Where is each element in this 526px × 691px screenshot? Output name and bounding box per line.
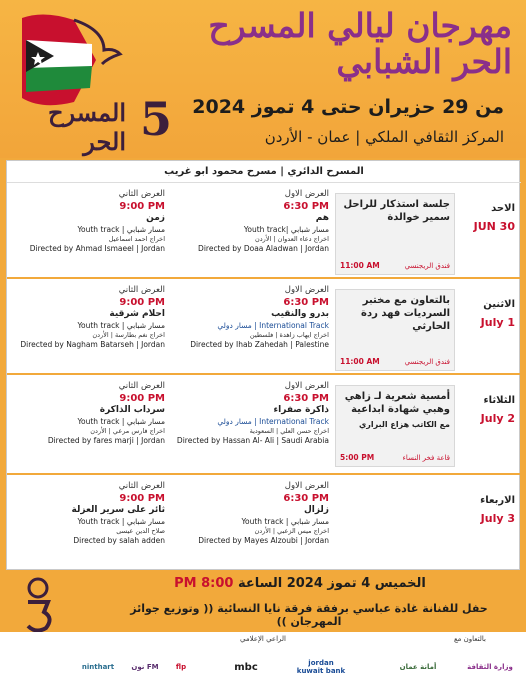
logo-text: المسرح الحر	[48, 98, 126, 156]
show-name: سرداب الذاكرة	[99, 405, 165, 415]
event-title: بالتعاون مع مختبر السرديات فهد ردة الحارثي	[361, 295, 450, 332]
show-director: Directed by Doaa Aladwan | Jordan	[198, 244, 329, 253]
event-time: 11:00 AM	[340, 357, 380, 366]
schedule-title: المسرح الدائري | مسرح محمود ابو غريب	[7, 161, 521, 183]
show-time: 9:00 PM	[119, 297, 165, 308]
show-credit: اخراج حسن العلي | السعودية	[249, 427, 329, 435]
show-time: 6:30 PM	[283, 201, 329, 212]
event-time: 5:00 PM	[340, 453, 375, 462]
day-date: July 3	[480, 512, 515, 525]
row-divider	[7, 473, 521, 475]
show-track: Youth track| مسار شبابي	[243, 225, 329, 234]
day-label	[457, 377, 521, 475]
event-extra: مع الكاتب هزاع البراري	[358, 420, 450, 429]
first-show	[169, 285, 329, 369]
event-place: فندق الريجنسي	[404, 262, 450, 270]
show-label: العرض الثاني	[118, 381, 165, 391]
day-row	[7, 477, 521, 569]
day-name: الاربعاء	[480, 495, 515, 506]
sponsor-logo: ninthart	[81, 663, 115, 671]
event-title: أمسية شعرية لـ زاهي وهبي شهادة ابداعية	[344, 391, 450, 415]
first-show	[169, 481, 329, 565]
show-name: زلزال	[303, 505, 329, 515]
closing-concert: حفل للفنانة غادة عباسي برفقة فرقة نايا النسائية (( وتوزيع جوائز المهرجان ))	[130, 602, 488, 628]
show-label: العرض الاول	[284, 189, 329, 199]
sponsor-logo: mbc	[234, 661, 258, 673]
show-time: 9:00 PM	[119, 201, 165, 212]
logo-number: 5	[140, 92, 173, 146]
side-event	[335, 385, 455, 467]
partners-label: بالتعاون مع	[453, 635, 486, 643]
show-director: Directed by fares marji | Jordan	[47, 436, 165, 445]
show-director: Directed by Hassan Al- Ali | Saudi Arabia	[176, 436, 329, 445]
show-track: مسار دولي | International Track	[217, 417, 329, 426]
side-event	[335, 289, 455, 371]
day-label	[457, 281, 521, 375]
jordan-flag-green-icon	[26, 66, 92, 92]
show-director: Directed by Mayes Alzoubi | Jordan	[198, 536, 329, 545]
show-track: Youth track | مسار شبابي	[77, 517, 165, 526]
row-divider	[7, 373, 521, 375]
event-place: فندق الريجنسي	[404, 358, 450, 366]
show-label: العرض الاول	[284, 481, 329, 491]
show-time: 6:30 PM	[283, 393, 329, 404]
day-name: الاثنين	[483, 299, 515, 310]
second-show	[5, 381, 165, 465]
day-label	[457, 185, 521, 279]
first-show	[169, 189, 329, 273]
second-show	[5, 189, 165, 273]
footer	[0, 570, 526, 691]
show-director: Directed by salah adden	[73, 536, 165, 545]
show-name: ذاكرة صفراء	[273, 405, 329, 415]
show-director: Directed by Nagham Batarseh | Jordan	[20, 340, 165, 349]
festival-header	[0, 0, 526, 158]
side-event-empty	[335, 485, 455, 567]
show-credit: اخراج فارس مرعي | الأردن	[90, 427, 165, 435]
show-credit: اخراج احمد اسماعيل	[108, 235, 165, 243]
day-name: الاحد	[491, 203, 515, 214]
closing-night-date: الخميس 4 تموز 2024 الساعة	[237, 576, 426, 591]
closing-night-time: 8:00 PM	[174, 576, 234, 591]
show-track: Youth track | مسار شبابي	[77, 321, 165, 330]
show-credit: اخراج نغم بطارسة | الأردن	[92, 331, 165, 339]
show-time: 6:30 PM	[283, 297, 329, 308]
show-credit: صلاح الدين عيسى	[116, 527, 165, 535]
show-time: 9:00 PM	[119, 493, 165, 504]
show-label: العرض الثاني	[118, 481, 165, 491]
show-time: 6:30 PM	[283, 493, 329, 504]
day-date: JUN 30	[473, 220, 515, 233]
sponsor-logo: وزارة الثقافة	[467, 663, 513, 671]
show-credit: اخراج ميس الزعبي | الأردن	[254, 527, 329, 535]
show-name: هم	[315, 213, 329, 223]
event-title: جلسة استذكار للراحل سمير خوالدة	[343, 199, 450, 223]
sponsor-logo: نون FM	[131, 663, 159, 671]
schedule-table	[6, 160, 520, 570]
day-row	[7, 185, 521, 279]
day-label	[457, 477, 521, 569]
event-time: 11:00 AM	[340, 261, 380, 270]
show-label: العرض الثاني	[118, 189, 165, 199]
festival-venue: المركز الثقافي الملكي | عمان - الأردن	[264, 128, 504, 146]
first-show	[169, 381, 329, 465]
festival-dates: من 29 حزيران حتى 4 تموز 2024	[192, 96, 504, 118]
show-name: ثائر على سرير العزلة	[71, 505, 165, 515]
show-track: Youth track | مسار شبابي	[77, 417, 165, 426]
media-sponsor-label: الراعي الإعلامي	[240, 635, 286, 643]
closing-night-line	[140, 576, 460, 591]
show-track: مسار دولي | International Track	[217, 321, 329, 330]
day-date: July 1	[480, 316, 515, 329]
second-show	[5, 285, 165, 369]
day-row	[7, 377, 521, 475]
festival-title: مهرجان ليالي المسرح الحر الشبابي	[208, 6, 512, 81]
show-name: زمن	[146, 213, 165, 223]
event-place: قاعة فخر النساء	[402, 454, 450, 462]
day-name: الثلاثاء	[483, 395, 515, 406]
show-credit: اخراج دعاء العدوان | الأردن	[254, 235, 329, 243]
day-date: July 2	[480, 412, 515, 425]
show-label: العرض الاول	[284, 285, 329, 295]
show-director: Directed by Ahmad Ismaeel | Jordan	[29, 244, 165, 253]
side-event	[335, 193, 455, 275]
show-time: 9:00 PM	[119, 393, 165, 404]
sponsor-logo: أمانة عمان	[399, 663, 437, 671]
day-row	[7, 281, 521, 375]
sponsor-strip	[0, 632, 526, 691]
show-track: Youth track | مسار شبابي	[77, 225, 165, 234]
sponsor-logo: jordan kuwait bank	[296, 659, 346, 675]
show-name: احلام شرقية	[109, 309, 165, 319]
row-divider	[7, 277, 521, 279]
show-credit: اخراج ايهاب زاهدة | فلسطين	[249, 331, 329, 339]
sponsor-logo: flp	[175, 663, 187, 671]
show-label: العرض الاول	[284, 381, 329, 391]
show-track: Youth track | مسار شبابي	[241, 517, 329, 526]
show-name: بدرو والنقيب	[271, 309, 329, 319]
second-show	[5, 481, 165, 565]
anniversary-logo-icon	[8, 574, 68, 634]
show-label: العرض الثاني	[118, 285, 165, 295]
show-director: Directed by Ihab Zahedah | Palestine	[190, 340, 329, 349]
